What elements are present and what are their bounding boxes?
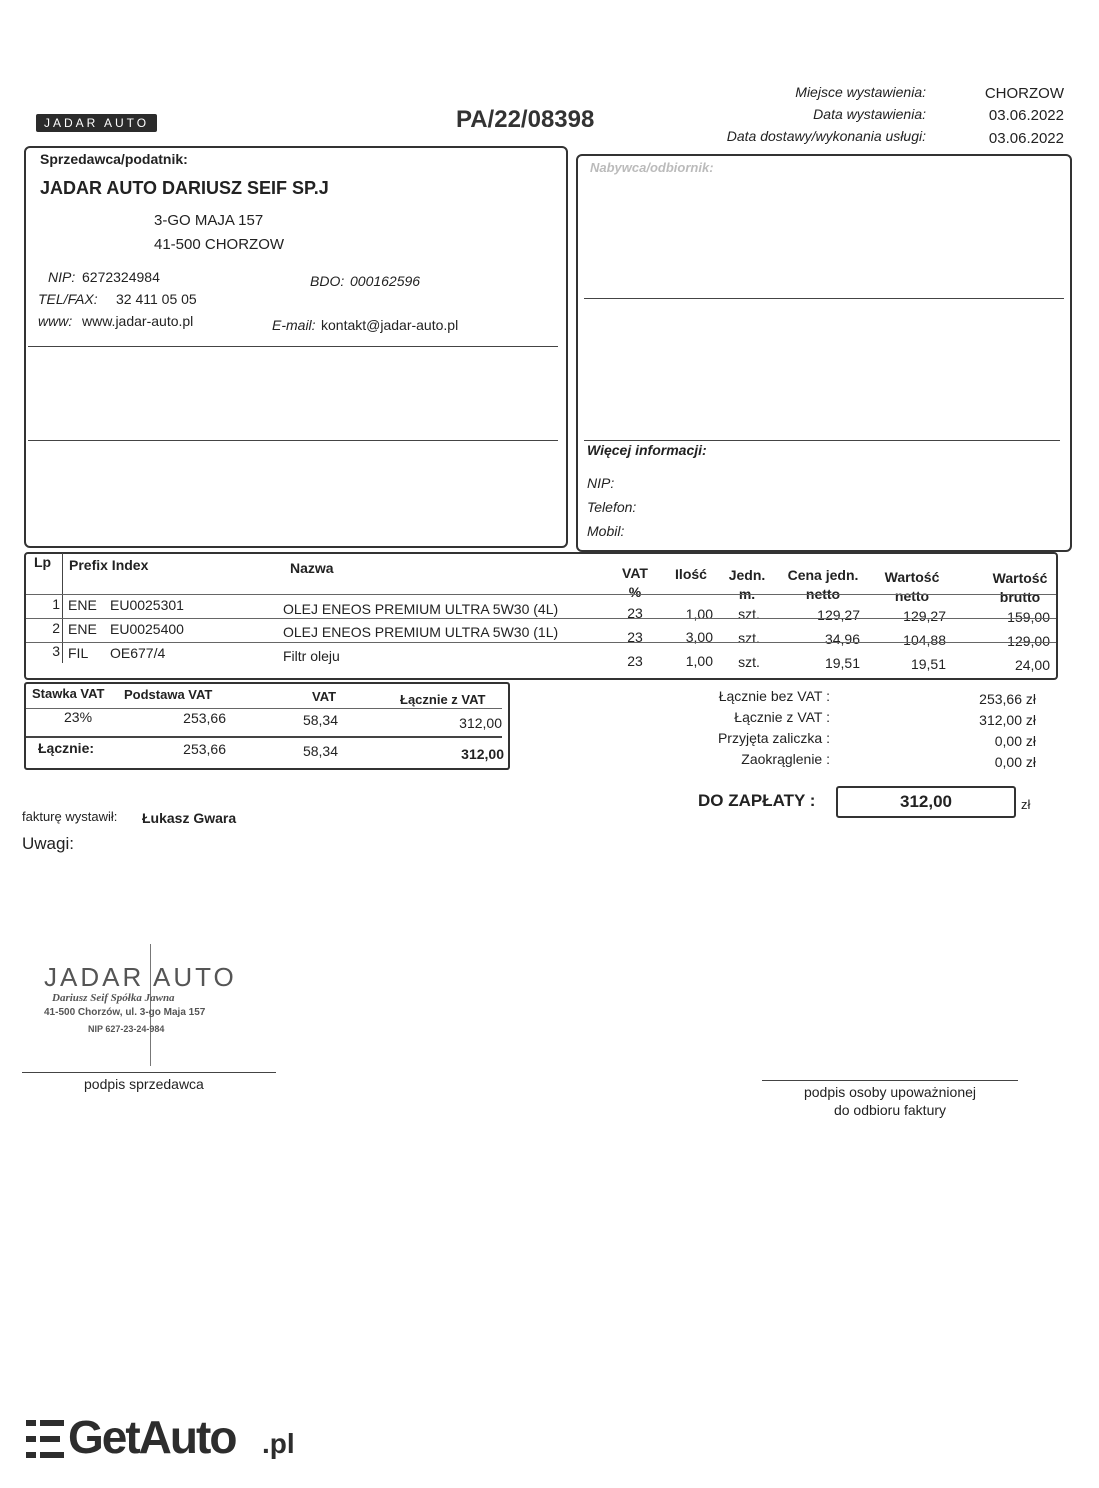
row-qty: 3,00 <box>685 629 713 645</box>
stamp-legal-name: Dariusz Seif Spółka Jawna <box>52 992 175 1004</box>
to-pay-label: DO ZAPŁATY : <box>698 791 816 810</box>
vat-header-rate: Stawka VAT <box>32 686 105 701</box>
summary-rounding-label: Zaokrąglenie : <box>741 751 830 767</box>
summary-advance-label: Przyjęta zaliczka : <box>717 730 830 746</box>
summary-net-label: Łącznie bez VAT : <box>718 688 830 704</box>
issued-by-label: fakturę wystawił: <box>22 809 118 824</box>
items-header-vat: VAT <box>622 565 648 581</box>
row-vat: 23 <box>627 653 643 669</box>
summary-gross-label: Łącznie z VAT : <box>734 709 830 725</box>
stamp-nip: NIP 627-23-24-984 <box>88 1024 165 1034</box>
row-index: OE677/4 <box>110 645 166 661</box>
items-header-unit-m: m. <box>738 586 756 602</box>
vat-header-total: Łącznie z VAT <box>400 692 486 707</box>
getauto-tld: .pl <box>262 1428 295 1459</box>
place-label: Miejsce wystawienia: <box>795 84 926 100</box>
row-net: 129,27 <box>903 608 946 624</box>
row-price: 19,51 <box>824 655 860 671</box>
table-row <box>26 642 1056 673</box>
row-prefix: FIL <box>68 645 89 661</box>
delivery-value: 03.06.2022 <box>988 130 1064 147</box>
vat-sum-vat: 58,34 <box>302 743 338 759</box>
seller-bdo-label: BDO: <box>310 273 345 289</box>
items-header-prefix-index: Prefix Index <box>69 557 149 573</box>
seller-nip-label: NIP: <box>48 269 76 285</box>
row-gross: 24,00 <box>1014 657 1050 673</box>
seller-name: JADAR AUTO DARIUSZ SEIF SP.J <box>40 178 329 198</box>
to-pay-value: 312,00 <box>836 786 1016 818</box>
date-label: Data wystawienia: <box>813 106 926 122</box>
delivery-label: Data dostawy/wykonania usługi: <box>726 128 926 144</box>
receiver-sign-label-2: do odbioru faktury <box>833 1102 947 1118</box>
buyer-title: Nabywca/odbiornik: <box>590 160 714 175</box>
place-value: CHORZOW <box>984 85 1064 102</box>
row-vat: 23 <box>627 629 643 645</box>
table-row <box>26 594 1056 625</box>
items-header-gross-brutto: brutto <box>999 589 1041 605</box>
seller-title: Sprzedawca/podatnik: <box>40 151 188 167</box>
items-header-net: Wartość <box>884 569 940 585</box>
stamp-address: 41-500 Chorzów, ul. 3-go Maja 157 <box>44 1007 206 1018</box>
row-unit: szt. <box>738 630 760 646</box>
table-row <box>26 618 1056 649</box>
items-header-price-netto: netto <box>805 586 841 602</box>
seller-nip-value: 6272324984 <box>82 269 160 285</box>
summary-net-value: 253,66 zł <box>979 691 1036 707</box>
row-lp: 2 <box>52 620 60 636</box>
buyer-box <box>576 154 1072 552</box>
row-lp: 3 <box>52 643 60 659</box>
items-header-unit: Jedn. <box>728 567 766 583</box>
row-net: 104,88 <box>903 632 946 648</box>
items-header-gross: Wartość <box>992 570 1048 586</box>
seller-bdo-value: 000162596 <box>350 273 421 289</box>
notes-label: Uwagi: <box>22 834 74 853</box>
row-prefix: ENE <box>68 597 97 613</box>
items-header-name: Nazwa <box>290 560 334 576</box>
buyer-phone-label: Telefon: <box>587 499 637 515</box>
buyer-nip-label: NIP: <box>587 475 615 491</box>
summary-gross-value: 312,00 zł <box>979 712 1036 728</box>
issued-by-value: Łukasz Gwara <box>142 810 237 826</box>
date-value: 03.06.2022 <box>988 107 1064 124</box>
buyer-divider-2 <box>584 440 1060 441</box>
stamp-company: JADAR AUTO <box>44 962 237 992</box>
getauto-logo-icon <box>26 1418 66 1460</box>
row-qty: 1,00 <box>685 606 713 622</box>
row-unit: szt. <box>738 654 760 670</box>
seller-divider-1 <box>28 346 558 347</box>
vat-row-rate: 23% <box>64 709 93 725</box>
row-net: 19,51 <box>910 656 946 672</box>
row-gross: 159,00 <box>1007 609 1050 625</box>
seller-email-value: kontakt@jadar-auto.pl <box>321 317 459 333</box>
summary-rounding-value: 0,00 zł <box>994 754 1036 770</box>
items-header-lp: Lp <box>34 554 52 570</box>
summary-advance-value: 0,00 zł <box>994 733 1036 749</box>
seller-logo: JADAR AUTO <box>36 114 157 132</box>
vat-sum-divider <box>26 736 502 738</box>
getauto-brand: GetAuto <box>68 1411 236 1463</box>
seller-tel-label: TEL/FAX: <box>38 291 98 307</box>
seller-sign-label: podpis sprzedawca <box>84 1076 204 1092</box>
vat-row-base: 253,66 <box>183 710 226 726</box>
receiver-sign-label-1: podpis osoby upoważnionej <box>803 1084 976 1100</box>
seller-sign-line <box>22 1072 276 1073</box>
vat-row-total: 312,00 <box>459 715 502 731</box>
row-price: 34,96 <box>824 631 860 647</box>
row-lp: 1 <box>52 596 60 612</box>
seller-divider-2 <box>28 440 558 441</box>
items-header-vat-percent: % <box>628 584 642 600</box>
row-qty: 1,00 <box>685 653 713 669</box>
buyer-mobile-label: Mobil: <box>587 523 625 539</box>
row-prefix: ENE <box>68 621 97 637</box>
vat-sum-base: 253,66 <box>183 741 226 757</box>
vat-header-vat: VAT <box>312 689 337 704</box>
vat-header-divider <box>26 708 502 709</box>
buyer-more-info-title: Więcej informacji: <box>587 442 707 458</box>
seller-street: 3-GO MAJA 157 <box>154 212 264 229</box>
buyer-divider-1 <box>584 298 1064 299</box>
vat-header-base: Podstawa VAT <box>124 687 213 702</box>
row-index: EU0025301 <box>110 597 184 613</box>
to-pay-currency: zł <box>1021 797 1031 812</box>
seller-www-value: www.jadar-auto.pl <box>82 313 194 329</box>
invoice-number: PA/22/08398 <box>456 106 595 133</box>
items-header-price: Cena jedn. <box>787 567 859 583</box>
items-header-qty: Ilość <box>675 566 707 582</box>
vat-sum-total: 312,00 <box>461 746 504 762</box>
seller-www-label: www: <box>38 313 73 329</box>
row-name: OLEJ ENEOS PREMIUM ULTRA 5W30 (1L) <box>283 624 559 640</box>
seller-tel-value: 32 411 05 05 <box>116 291 197 307</box>
row-index: EU0025400 <box>110 621 184 637</box>
seller-email-label: E-mail: <box>272 317 316 333</box>
seller-box <box>24 146 568 548</box>
vat-sum-label: Łącznie: <box>38 740 95 756</box>
row-name: Filtr oleju <box>283 648 340 664</box>
row-gross: 129,00 <box>1007 633 1050 649</box>
vat-row-vat: 58,34 <box>302 712 338 728</box>
items-header-net-netto: netto <box>894 588 930 604</box>
seller-city: 41-500 CHORZOW <box>154 236 285 253</box>
receiver-sign-line <box>762 1080 1018 1081</box>
row-unit: szt. <box>738 606 760 622</box>
row-vat: 23 <box>627 605 643 621</box>
row-price: 129,27 <box>817 607 860 623</box>
row-name: OLEJ ENEOS PREMIUM ULTRA 5W30 (4L) <box>283 601 559 617</box>
